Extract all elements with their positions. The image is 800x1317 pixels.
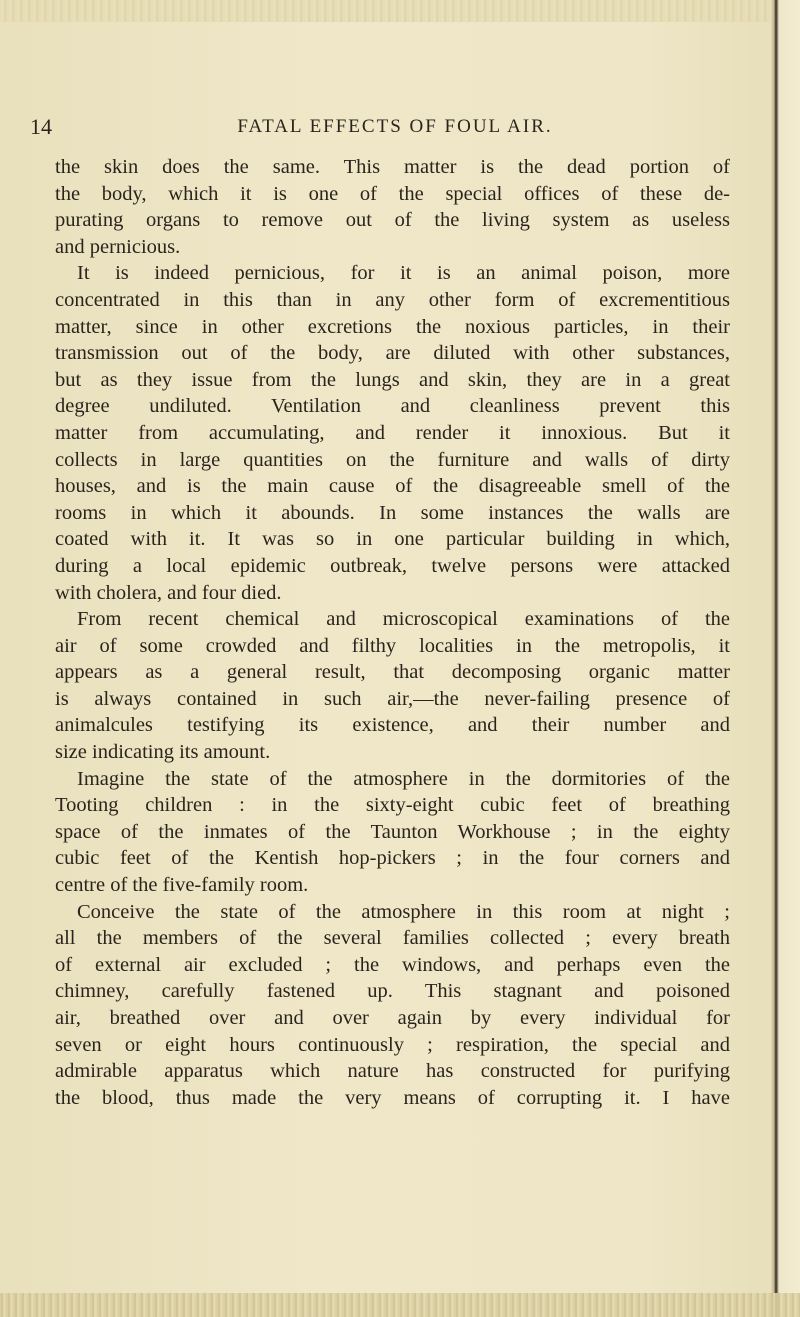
text-line: matter, since in other excretions the noxious particles, in their [55, 315, 730, 338]
page-right-edge [770, 0, 800, 1317]
page-top-edge [0, 0, 800, 22]
text-line: but as they issue from the lungs and skin, they are in a great [55, 368, 730, 391]
text-line: purating organs to remove out of the living system as useless [55, 209, 730, 232]
text-line: coated with it. It was so in one particular building in which, [55, 528, 730, 551]
text-line: Tooting children : in the sixty-eight cubic feet of breathing [55, 794, 730, 817]
paragraph [55, 260, 730, 606]
text-line: is always contained in such air,—the never-failing presence of [55, 687, 730, 710]
running-title: FATAL EFFECTS OF FOUL AIR. [237, 116, 553, 137]
text-line: From recent chemical and microscopical examinations of the [77, 608, 730, 631]
paragraph [55, 766, 730, 899]
page-bottom-edge [0, 1293, 800, 1317]
text-line: air of some crowded and filthy localities in the metropolis, it [55, 634, 730, 657]
text-line: and pernicious. [55, 235, 181, 258]
text-line: with cholera, and four died. [55, 581, 282, 604]
paragraph [55, 899, 730, 1112]
text-line: concentrated in this than in any other form of excrementitious [55, 288, 730, 311]
text-line: It is indeed pernicious, for it is an animal poison, more [77, 262, 730, 285]
text-line: Imagine the state of the atmosphere in the dormitories of the [77, 767, 730, 790]
text-line: size indicating its amount. [55, 741, 271, 764]
text-line: admirable apparatus which nature has constructed for purifying [55, 1060, 730, 1083]
text-line: the blood, thus made the very means of corrupting it. I have [55, 1086, 730, 1109]
text-line: Conceive the state of the atmosphere in this room at night ; [77, 900, 730, 923]
text-line: rooms in which it abounds. In some instances the walls are [55, 501, 730, 524]
text-line: during a local epidemic outbreak, twelve persons were attacked [55, 554, 730, 577]
text-line: matter from accumulating, and render it innoxious. But it [55, 421, 730, 444]
text-line: air, breathed over and over again by every individual for [55, 1007, 730, 1029]
text-line: houses, and is the main cause of the disagreeable smell of the [55, 475, 730, 498]
text-line: transmission out of the body, are diluted with other substances, [55, 342, 730, 365]
text-line: collects in large quantities on the furniture and walls of dirty [55, 448, 730, 471]
text-line: all the members of the several families collected ; every breath [55, 927, 730, 950]
text-line: degree undiluted. Ventilation and cleanliness prevent this [55, 395, 730, 418]
text-line: the skin does the same. This matter is the dead portion of [55, 156, 730, 178]
text-line: appears as a general result, that decomposing organic matter [55, 661, 730, 684]
text-line: space of the inmates of the Taunton Workhouse ; in the eighty [55, 820, 730, 843]
text-line: animalcules testifying its existence, and their number and [55, 714, 730, 737]
text-line: the body, which it is one of the special offices of these de- [55, 182, 730, 205]
paragraph [55, 154, 730, 260]
text-line: of external air excluded ; the windows, and perhaps even the [55, 953, 730, 976]
text-line: chimney, carefully fastened up. This stagnant and poisoned [55, 980, 730, 1003]
page-number: 14 [30, 114, 52, 139]
page-header [30, 112, 760, 142]
text-line: centre of the five-family room. [55, 874, 309, 897]
text-line: cubic feet of the Kentish hop-pickers ; in the four corners and [55, 847, 730, 870]
body-text [55, 154, 730, 1111]
text-line: seven or eight hours continuously ; respiration, the special and [55, 1033, 730, 1056]
paragraph [55, 606, 730, 766]
